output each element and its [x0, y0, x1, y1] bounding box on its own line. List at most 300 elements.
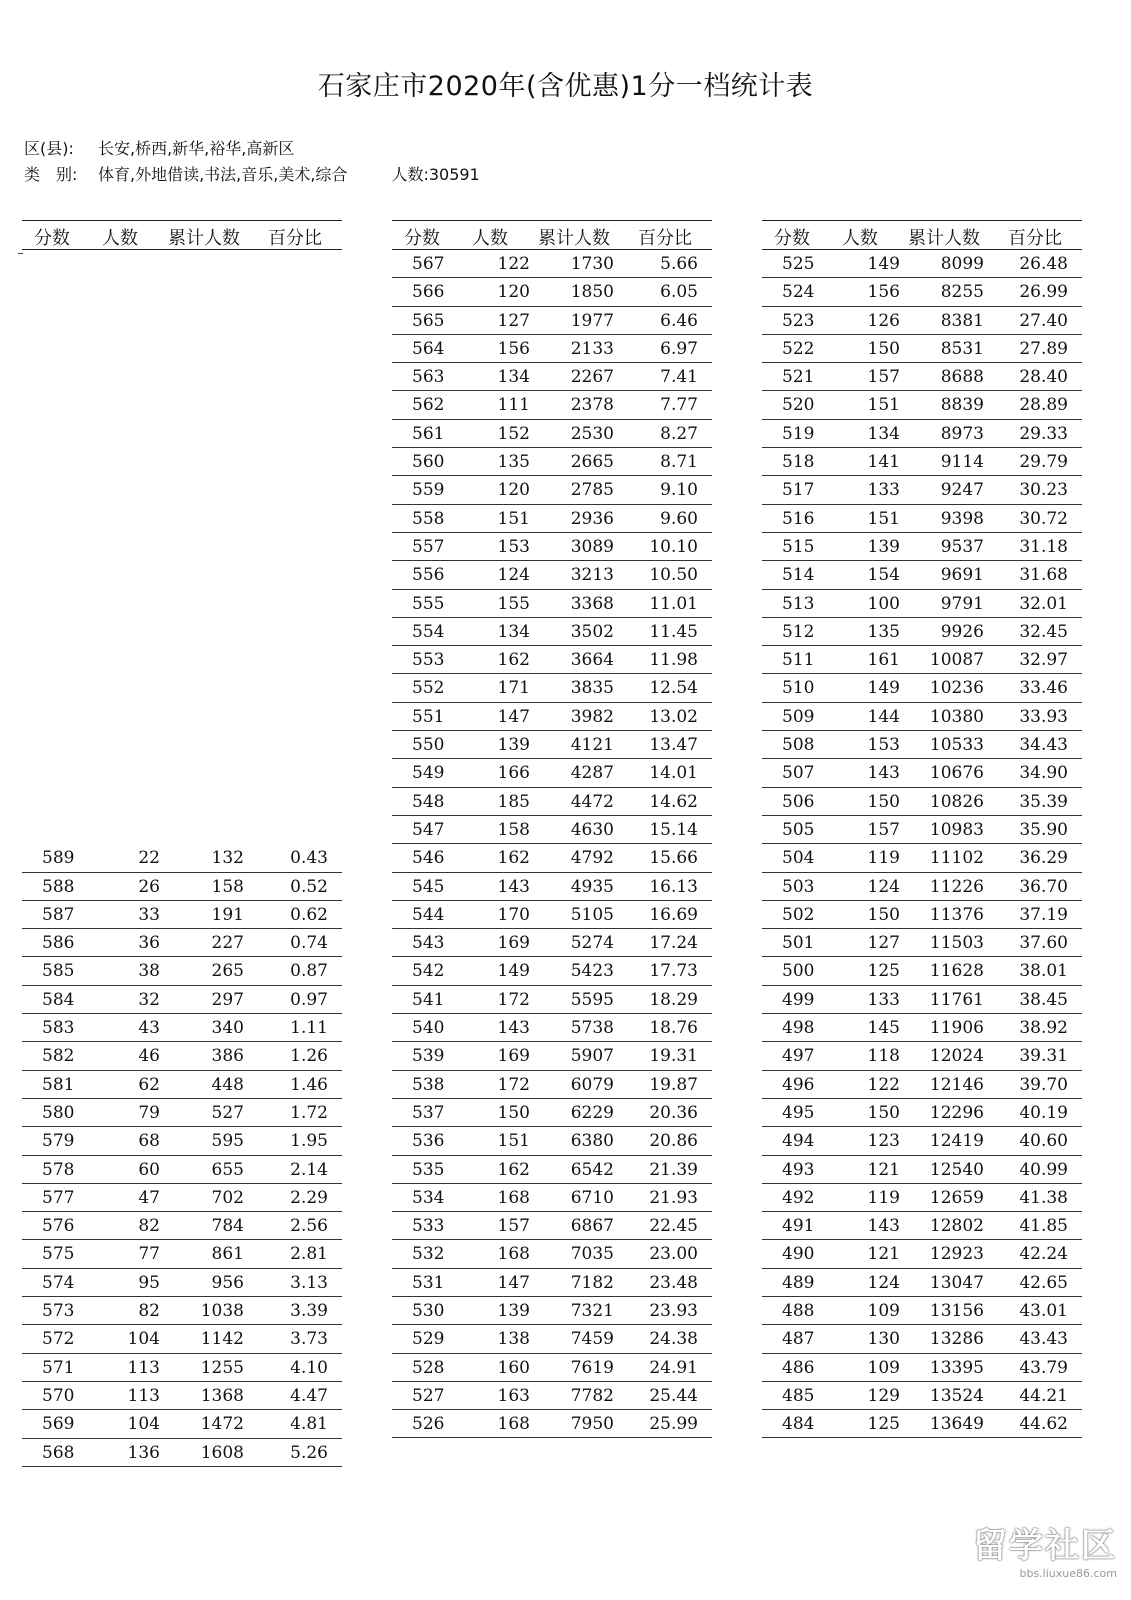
cell-percent: 43.79: [1019, 1357, 1068, 1378]
cell-count: 166: [497, 763, 530, 784]
header-score: 分数: [774, 228, 810, 249]
cell-score: 487: [782, 1329, 815, 1350]
table-row: [392, 335, 712, 363]
cell-percent: 23.00: [649, 1244, 698, 1265]
cell-count: 109: [867, 1300, 900, 1321]
cell-count: 134: [497, 367, 530, 388]
cell-count: 139: [497, 735, 530, 756]
table-row: [762, 646, 1082, 674]
cell-score: 581: [42, 1074, 75, 1095]
cell-cumulative: 11503: [929, 933, 984, 954]
cell-score: 505: [782, 819, 815, 840]
cell-cumulative: 4472: [570, 791, 614, 812]
cell-count: 149: [867, 678, 900, 699]
cell-count: 119: [867, 848, 900, 869]
cell-count: 155: [497, 593, 530, 614]
cell-cumulative: 3368: [570, 593, 614, 614]
table-header: [22, 220, 342, 250]
total-count: 人数:30591: [391, 165, 480, 184]
cell-cumulative: 13524: [929, 1385, 984, 1406]
cell-count: 118: [867, 1046, 900, 1067]
table-row: [392, 1099, 712, 1127]
cell-percent: 26.99: [1019, 282, 1068, 303]
cell-score: 544: [412, 904, 445, 925]
cell-percent: 0.74: [290, 933, 328, 954]
cell-cumulative: 1472: [200, 1414, 244, 1435]
cell-cumulative: 8531: [940, 338, 984, 359]
table-body: [22, 844, 342, 1467]
page-title: 石家庄市2020年(含优惠)1分一档统计表: [317, 71, 814, 102]
cell-cumulative: 9791: [940, 593, 984, 614]
table-row: [22, 1297, 342, 1325]
cell-count: 141: [867, 452, 900, 473]
cell-count: 123: [867, 1131, 900, 1152]
cell-count: 160: [497, 1357, 530, 1378]
table-row: [22, 1099, 342, 1127]
cell-count: 120: [497, 480, 530, 501]
table-row: [762, 788, 1082, 816]
table-row: [762, 618, 1082, 646]
cell-score: 513: [782, 593, 815, 614]
cell-cumulative: 4287: [570, 763, 614, 784]
cell-score: 576: [42, 1216, 75, 1237]
table-row: [392, 759, 712, 787]
cell-percent: 4.81: [290, 1414, 328, 1435]
cell-count: 82: [138, 1301, 160, 1322]
cell-count: 158: [497, 819, 530, 840]
cell-percent: 2.14: [290, 1159, 328, 1180]
cell-percent: 18.29: [649, 989, 698, 1010]
cell-count: 111: [497, 395, 530, 416]
cell-percent: 26.48: [1019, 254, 1068, 274]
cell-count: 43: [138, 1018, 160, 1039]
cell-count: 119: [867, 1187, 900, 1208]
table-row: [762, 759, 1082, 787]
cell-cumulative: 5105: [570, 904, 614, 925]
cell-score: 550: [412, 735, 445, 756]
cell-cumulative: 784: [211, 1216, 244, 1237]
table-row: [22, 1014, 342, 1042]
cell-count: 125: [867, 961, 900, 982]
cell-score: 583: [42, 1018, 75, 1039]
cell-cumulative: 3982: [570, 706, 614, 727]
cell-score: 567: [412, 254, 445, 274]
cell-cumulative: 2133: [570, 338, 614, 359]
cell-cumulative: 6380: [570, 1131, 614, 1152]
table-row: [762, 1354, 1082, 1382]
cell-score: 562: [412, 395, 445, 416]
table-row: [762, 901, 1082, 929]
cell-percent: 40.60: [1019, 1131, 1068, 1152]
cell-score: 553: [412, 650, 445, 671]
cell-count: 151: [867, 395, 900, 416]
cell-cumulative: 227: [211, 933, 244, 954]
table-row: [762, 929, 1082, 957]
cell-cumulative: 6079: [570, 1074, 614, 1095]
table-row: [762, 335, 1082, 363]
cell-cumulative: 191: [211, 904, 244, 925]
cell-count: 100: [867, 593, 900, 614]
cell-score: 545: [412, 876, 445, 897]
cell-score: 549: [412, 763, 445, 784]
cell-score: 518: [782, 452, 815, 473]
cell-percent: 6.97: [660, 338, 698, 359]
cell-percent: 42.65: [1019, 1272, 1068, 1293]
cell-score: 516: [782, 508, 815, 529]
cell-cumulative: 655: [211, 1159, 244, 1180]
cell-percent: 41.85: [1019, 1216, 1068, 1237]
cell-count: 185: [497, 791, 530, 812]
cell-cumulative: 8688: [940, 367, 984, 388]
cell-percent: 7.77: [660, 395, 698, 416]
cell-score: 551: [412, 706, 445, 727]
table-row: [762, 1382, 1082, 1410]
table-row: [762, 873, 1082, 901]
table-row: [762, 1184, 1082, 1212]
cell-percent: 33.46: [1019, 678, 1068, 699]
cell-cumulative: 297: [211, 989, 244, 1010]
cell-percent: 43.43: [1019, 1329, 1068, 1350]
cell-score: 531: [412, 1272, 445, 1293]
cell-count: 47: [138, 1187, 160, 1208]
cell-percent: 37.60: [1019, 933, 1068, 954]
cell-percent: 8.27: [660, 423, 698, 444]
cell-cumulative: 9247: [940, 480, 984, 501]
cell-score: 509: [782, 706, 815, 727]
cell-score: 584: [42, 989, 75, 1010]
cell-score: 568: [42, 1442, 75, 1463]
table-row: [762, 391, 1082, 419]
cell-count: 151: [867, 508, 900, 529]
cell-count: 169: [497, 933, 530, 954]
cell-percent: 25.99: [649, 1414, 698, 1435]
cell-cumulative: 7950: [570, 1414, 614, 1435]
cell-score: 535: [412, 1159, 445, 1180]
table-row: [392, 1325, 712, 1353]
cell-count: 122: [867, 1074, 900, 1095]
cell-percent: 9.10: [660, 480, 698, 501]
table-header: [762, 220, 1082, 250]
cell-percent: 40.99: [1019, 1159, 1068, 1180]
cell-cumulative: 5595: [570, 989, 614, 1010]
cell-count: 151: [497, 1131, 530, 1152]
cell-count: 113: [127, 1357, 160, 1378]
table-row: [22, 1184, 342, 1212]
cell-cumulative: 7619: [570, 1357, 614, 1378]
cell-percent: 39.70: [1019, 1074, 1068, 1095]
table-row: [392, 363, 712, 391]
district-label: 区(县):: [24, 139, 74, 158]
cell-score: 586: [42, 933, 75, 954]
cell-count: 129: [867, 1385, 900, 1406]
cell-percent: 0.52: [290, 876, 328, 897]
table-row: [762, 250, 1082, 278]
table-row: [392, 1382, 712, 1410]
table-row: [762, 1156, 1082, 1184]
cell-cumulative: 132: [211, 848, 244, 869]
table-row: [392, 1212, 712, 1240]
cell-percent: 14.62: [649, 791, 698, 812]
table-row: [392, 307, 712, 335]
cell-count: 138: [497, 1329, 530, 1350]
cell-cumulative: 861: [211, 1244, 244, 1265]
cell-count: 143: [497, 876, 530, 897]
cell-cumulative: 12540: [929, 1159, 984, 1180]
table-row: [22, 1269, 342, 1297]
cell-percent: 2.29: [290, 1187, 328, 1208]
cell-percent: 0.87: [290, 961, 328, 982]
cell-count: 104: [127, 1414, 160, 1435]
cell-score: 566: [412, 282, 445, 303]
cell-count: 124: [497, 565, 530, 586]
cell-score: 588: [42, 876, 75, 897]
table-row: [392, 901, 712, 929]
table-row: [22, 1410, 342, 1438]
header-percent: 百分比: [638, 228, 692, 249]
cell-percent: 44.21: [1019, 1385, 1068, 1406]
cell-cumulative: 1038: [200, 1301, 244, 1322]
cell-count: 121: [867, 1159, 900, 1180]
cell-percent: 20.36: [649, 1102, 698, 1123]
cell-score: 524: [782, 282, 815, 303]
cell-count: 172: [497, 989, 530, 1010]
table-row: [392, 1071, 712, 1099]
cell-cumulative: 13047: [929, 1272, 984, 1293]
cell-cumulative: 340: [211, 1018, 244, 1039]
cell-count: 162: [497, 848, 530, 869]
table-row: [22, 1071, 342, 1099]
cell-score: 489: [782, 1272, 815, 1293]
cell-score: 582: [42, 1046, 75, 1067]
table-row: [392, 420, 712, 448]
cell-percent: 35.90: [1019, 819, 1068, 840]
cell-percent: 27.40: [1019, 310, 1068, 331]
cell-count: 151: [497, 508, 530, 529]
cell-count: 36: [138, 933, 160, 954]
cell-percent: 0.43: [290, 848, 328, 869]
table-row: [392, 533, 712, 561]
cell-score: 512: [782, 621, 815, 642]
cell-cumulative: 12296: [929, 1102, 984, 1123]
cell-count: 134: [867, 423, 900, 444]
cell-cumulative: 10087: [929, 650, 984, 671]
cell-count: 136: [127, 1442, 160, 1463]
table-row: [762, 1071, 1082, 1099]
cell-cumulative: 2378: [570, 395, 614, 416]
table-row: [22, 1382, 342, 1410]
table-row: [22, 957, 342, 985]
cell-score: 537: [412, 1102, 445, 1123]
table-row: [392, 731, 712, 759]
cell-score: 589: [42, 848, 75, 869]
cell-score: 511: [782, 650, 815, 671]
table-row: [392, 1127, 712, 1155]
cell-score: 514: [782, 565, 815, 586]
cell-percent: 4.10: [290, 1357, 328, 1378]
cell-score: 571: [42, 1357, 75, 1378]
cell-score: 579: [42, 1131, 75, 1152]
cell-cumulative: 3835: [570, 678, 614, 699]
table-row: [22, 1240, 342, 1268]
table-row: [392, 1269, 712, 1297]
score-table-1: [22, 220, 342, 1463]
table-row: [762, 1099, 1082, 1127]
cell-score: 520: [782, 395, 815, 416]
cell-count: 143: [867, 1216, 900, 1237]
cell-cumulative: 1977: [570, 310, 614, 331]
header-score: 分数: [404, 228, 440, 249]
cell-percent: 1.11: [290, 1018, 328, 1039]
cell-percent: 31.68: [1019, 565, 1068, 586]
cell-count: 104: [127, 1329, 160, 1350]
cell-count: 130: [867, 1329, 900, 1350]
cell-score: 502: [782, 904, 815, 925]
cell-percent: 5.66: [660, 254, 698, 274]
table-row: [392, 1410, 712, 1438]
cell-cumulative: 527: [211, 1102, 244, 1123]
cell-count: 144: [867, 706, 900, 727]
cell-percent: 34.90: [1019, 763, 1068, 784]
table-row: [762, 1212, 1082, 1240]
cell-count: 150: [497, 1102, 530, 1123]
cell-count: 143: [867, 763, 900, 784]
cell-count: 157: [867, 819, 900, 840]
cell-count: 68: [138, 1131, 160, 1152]
cell-count: 157: [867, 367, 900, 388]
cell-cumulative: 10380: [929, 706, 984, 727]
cell-count: 156: [497, 338, 530, 359]
table-row: [392, 1184, 712, 1212]
cell-score: 533: [412, 1216, 445, 1237]
cell-cumulative: 5738: [570, 1018, 614, 1039]
cell-percent: 11.01: [649, 593, 698, 614]
cell-percent: 15.14: [649, 819, 698, 840]
cell-score: 577: [42, 1187, 75, 1208]
cell-cumulative: 7459: [570, 1329, 614, 1350]
cell-score: 560: [412, 452, 445, 473]
cell-count: 82: [138, 1216, 160, 1237]
table-row: [392, 844, 712, 872]
table-row: [392, 703, 712, 731]
table-row: [392, 278, 712, 306]
table-row: [22, 901, 342, 929]
cell-count: 33: [138, 904, 160, 925]
cell-percent: 32.45: [1019, 621, 1068, 642]
table-row: [392, 1014, 712, 1042]
cell-percent: 4.47: [290, 1385, 328, 1406]
cell-cumulative: 386: [211, 1046, 244, 1067]
cell-score: 546: [412, 848, 445, 869]
table-row: [392, 873, 712, 901]
cell-percent: 12.54: [649, 678, 698, 699]
cell-percent: 14.01: [649, 763, 698, 784]
cell-cumulative: 12659: [929, 1187, 984, 1208]
cell-percent: 27.89: [1019, 338, 1068, 359]
cell-percent: 24.38: [649, 1329, 698, 1350]
table-body: [392, 250, 712, 1438]
cell-percent: 38.01: [1019, 961, 1068, 982]
cell-cumulative: 3089: [570, 536, 614, 557]
cell-percent: 23.48: [649, 1272, 698, 1293]
table-header: [392, 220, 712, 250]
cell-score: 484: [782, 1414, 815, 1435]
cell-score: 558: [412, 508, 445, 529]
cell-count: 139: [867, 536, 900, 557]
cell-count: 79: [138, 1102, 160, 1123]
cell-score: 523: [782, 310, 815, 331]
cell-count: 143: [497, 1018, 530, 1039]
cell-percent: 10.50: [649, 565, 698, 586]
cell-percent: 18.76: [649, 1018, 698, 1039]
cell-cumulative: 8973: [940, 423, 984, 444]
cell-percent: 2.56: [290, 1216, 328, 1237]
table-row: [22, 1042, 342, 1070]
cell-percent: 34.43: [1019, 735, 1068, 756]
cell-cumulative: 7321: [570, 1300, 614, 1321]
cell-percent: 11.45: [649, 621, 698, 642]
cell-score: 507: [782, 763, 815, 784]
cell-percent: 38.92: [1019, 1018, 1068, 1039]
cell-count: 149: [867, 254, 900, 274]
cell-count: 152: [497, 423, 530, 444]
cell-cumulative: 2665: [570, 452, 614, 473]
cell-count: 156: [867, 282, 900, 303]
cell-count: 95: [138, 1272, 160, 1293]
table-row: [392, 590, 712, 618]
cell-cumulative: 11226: [929, 876, 984, 897]
cell-cumulative: 9926: [940, 621, 984, 642]
header-count: 人数: [842, 228, 878, 249]
cell-count: 149: [497, 961, 530, 982]
header-score: 分数: [34, 228, 70, 249]
watermark: [973, 1518, 1117, 1580]
cell-count: 153: [867, 735, 900, 756]
cell-count: 150: [867, 1102, 900, 1123]
cell-cumulative: 9398: [940, 508, 984, 529]
header-cumulative: 累计人数: [538, 228, 610, 249]
cell-percent: 3.13: [290, 1272, 328, 1293]
cell-percent: 1.26: [290, 1046, 328, 1067]
cell-percent: 3.39: [290, 1301, 328, 1322]
header-cumulative: 累计人数: [168, 228, 240, 249]
cell-score: 542: [412, 961, 445, 982]
cell-score: 580: [42, 1102, 75, 1123]
cell-score: 548: [412, 791, 445, 812]
table-row: [762, 957, 1082, 985]
table-row: [762, 307, 1082, 335]
cell-score: 497: [782, 1046, 815, 1067]
cell-cumulative: 13156: [929, 1300, 984, 1321]
cell-percent: 1.95: [290, 1131, 328, 1152]
cell-count: 150: [867, 904, 900, 925]
cell-percent: 38.45: [1019, 989, 1068, 1010]
table-row: [392, 1297, 712, 1325]
cell-count: 168: [497, 1414, 530, 1435]
table-row: [392, 674, 712, 702]
cell-score: 561: [412, 423, 445, 444]
header-count: 人数: [472, 228, 508, 249]
cell-cumulative: 702: [211, 1187, 244, 1208]
cell-cumulative: 2267: [570, 367, 614, 388]
cell-cumulative: 6229: [570, 1102, 614, 1123]
cell-cumulative: 6542: [570, 1159, 614, 1180]
cell-score: 585: [42, 961, 75, 982]
cell-count: 153: [497, 536, 530, 557]
table-row: [22, 1354, 342, 1382]
cell-score: 532: [412, 1244, 445, 1265]
cell-cumulative: 3664: [570, 650, 614, 671]
score-table-2: [392, 220, 712, 1435]
